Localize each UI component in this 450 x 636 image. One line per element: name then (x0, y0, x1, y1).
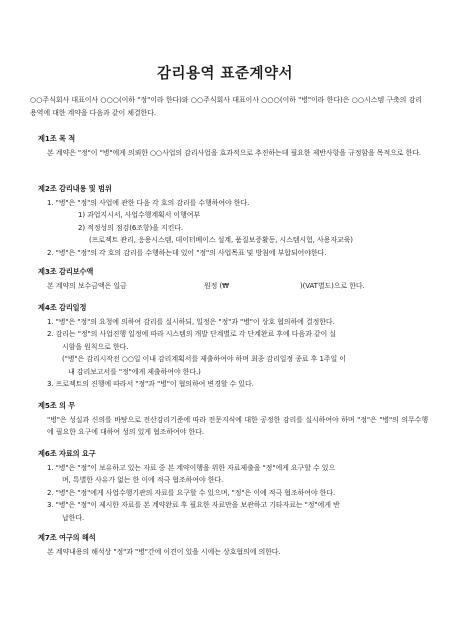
article-2-sub-2: 2) 적정성의 점검(6조항)을 지킨다. (78, 223, 184, 232)
document-title: 감리용역 표준계약서 (156, 66, 294, 82)
article-4-item-2-note: ("병"은 감리시작전 ○○일 이내 감리계획서를 제출하여야 하며 최종 감리일정 종료 후 1주일 이 (62, 355, 346, 363)
article-5 (38, 400, 428, 439)
fee-won-label: 원정 (₩ (204, 281, 229, 290)
article-2-sub-1: 1) 과업지시서, 사업수행계획서 이행여부 (78, 211, 201, 219)
article-6-item-1-cont: 며, 특별한 사유가 없는 한 이에 적극 협조하여야 한다. (62, 476, 224, 484)
article-4-item-2-note-cont: 내 감리보고서를 "정"에게 제출하여야 한다.) (68, 367, 201, 376)
article-4-heading: 제4조 감리일정 (38, 303, 87, 312)
article-6-heading: 제6조 자료의 요구 (38, 449, 96, 458)
article-3-text (38, 280, 428, 293)
article-1-text: 본 계약은 "정"이 "병"에게 의뢰한 ○○사업의 감리사업을 효과적으로 추진하는데 필요한 제반사항을 규정함을 목적으로 한다. (47, 148, 422, 157)
article-4-item-2: 2. 감리는 "정"의 사업진행 일정에 따라 시스템의 개발 단계별로 각 단계완료 후에 다음과 같이 실 (47, 330, 336, 338)
article-7-text: 본 계약내용의 해석상 "정"과 "병"간에 이견이 있을 시에는 상호협의에 의한다. (47, 547, 281, 556)
article-6 (38, 448, 428, 524)
article-3-heading: 제3조 감리보수액 (38, 267, 94, 276)
article-7-heading: 제7조 여구의 해석 (38, 533, 96, 542)
article-6-item-1: 1. "병"은 "정"이 보유하고 있는 자료 중 본 계약이행을 위한 자료제출을 "정"에게 요구할 수 있으 (47, 463, 336, 472)
article-2-sub-3: (프로젝트 관리, 응용시스템, 데이터베이스 설계, 품질보증활동, 시스템시험, 사용자교육) (89, 236, 353, 244)
article-4-item-3: 3. 프로젝트의 진행에 따라서 "정"과 "병"이 협의하여 변경할 수 있다. (47, 380, 254, 388)
article-2 (38, 183, 428, 259)
article-4 (38, 302, 428, 391)
article-4-item-2-cont: 시함을 원칙으로 한다. (62, 342, 129, 351)
article-6-item-3-cont: 납한다. (62, 513, 85, 522)
article-6-item-3: 3. "병"은 "정"이 제시한 자료를 본 계약완료 후 필요한 자료만을 보관하고 기타자료는 "정"에게 반 (47, 501, 340, 509)
article-2-item-2: 2. "병"은 "정"의 각 호의 감리를 수행하는데 있어 "정"의 사업목표 및 방침에 부합되어야한다. (47, 248, 327, 257)
article-1 (38, 133, 428, 159)
article-7 (38, 532, 428, 558)
fee-label: 본 계약의 보수금액은 일금 (47, 281, 127, 290)
article-5-text: "병"은 성실과 신의를 바탕으로 전산감리기준에 따라 전문지식에 대한 공정한 감리를 실시하여야 하며 "정"은 "병"의 의무수행에 필요한 요구에 대하여 성의 있게 협조하여야 한다. (47, 415, 428, 436)
article-1-heading: 제1조 목 적 (38, 134, 76, 143)
article-2-heading: 제2조 감리내용 및 범위 (38, 184, 112, 193)
article-3 (38, 266, 428, 293)
article-5-heading: 제5조 의 무 (38, 401, 76, 410)
article-2-item-1: 1. "병"은 "정"의 사업에 관한 다음 각 호의 감리를 수행하여야 한다. (47, 198, 250, 207)
article-6-item-2: 2. "병"은 "정"에게 사업수행기관의 자료를 요구할 수 있으며, "정"은 이에 적극 협조하여야 한다. (47, 488, 336, 497)
fee-vat-label: )(VAT별도)으로 한다. (300, 281, 365, 290)
article-4-item-1: 1. "병"은 "정"의 요청에 의하여 감리를 실시하되, 일정은 "정"과 "병"이 상호 협의하에 결정한다. (47, 317, 335, 326)
intro-paragraph: ○○주식회사 대표이사 ○○○(이하 "정"이라 한다)와 ○○주식회사 대표이사 ○○○(이하 "병"이라 한다)은 ○○시스템 구축의 감리용역에 대한 계약을 다음과 같이 체결한다. (30, 96, 422, 117)
